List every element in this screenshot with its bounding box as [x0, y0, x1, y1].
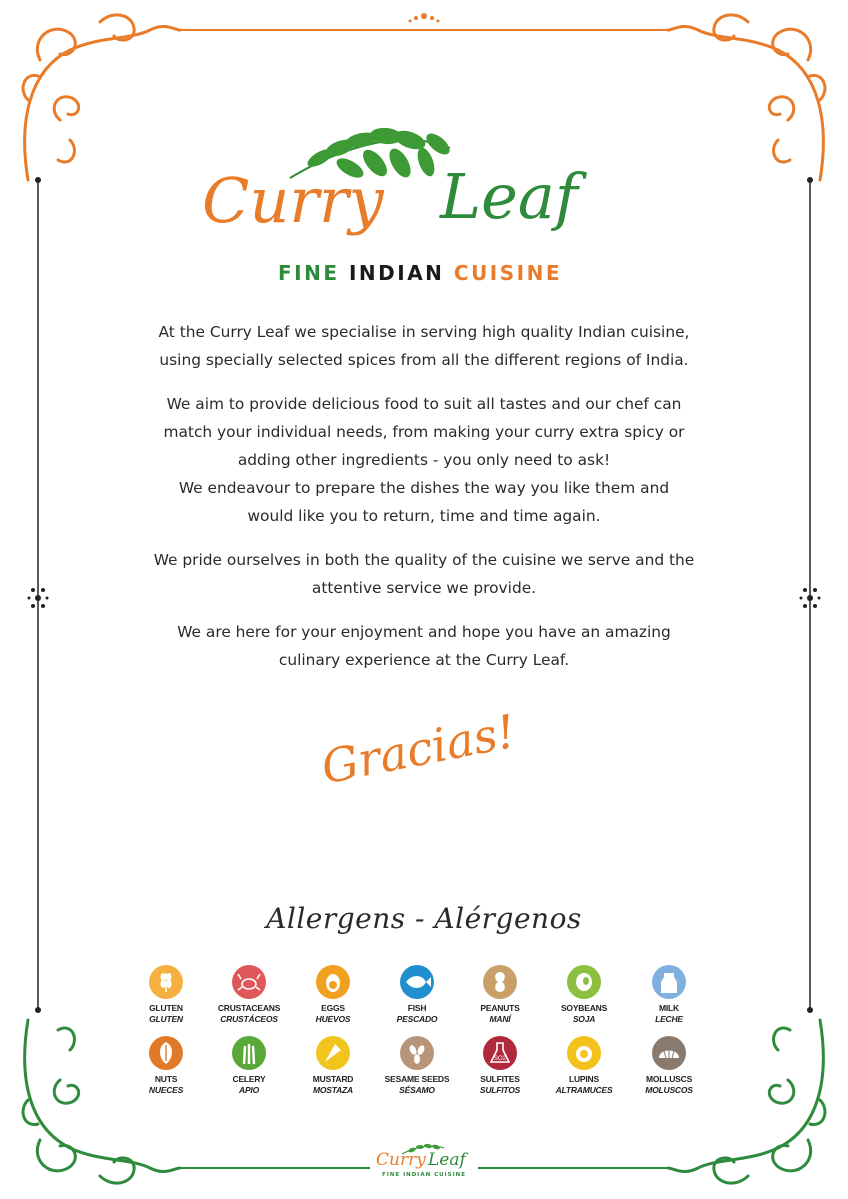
allergen-item — [375, 1036, 459, 1096]
allergen-name-es: SÉSAMO — [399, 1085, 435, 1095]
intro-paragraph-3: We pride ourselves in both the quality of the cuisine we serve and the attentive service we provide. — [153, 551, 695, 597]
allergen-name-es: PESCADO — [396, 1014, 438, 1024]
intro-paragraph-4: We are here for your enjoyment and hope you have an amazing culinary experience at the Curry Leaf. — [177, 623, 671, 669]
fish-icon — [400, 965, 434, 999]
allergen-item — [207, 1036, 291, 1096]
top-center-ornament — [409, 13, 440, 23]
celery-icon — [232, 1036, 266, 1070]
shell-icon — [652, 1036, 686, 1070]
allergen-name-en: EGGS — [321, 1003, 345, 1013]
allergen-item — [627, 965, 711, 1025]
lupin-icon — [567, 1036, 601, 1070]
soybean-icon — [567, 965, 601, 999]
footer-word-curry: Curry — [376, 1150, 426, 1170]
top-left-swirl — [23, 15, 180, 180]
allergen-name-en: CELERY — [232, 1074, 266, 1084]
allergen-name-es: SOJA — [572, 1014, 596, 1024]
logo-tagline: FINE INDIAN CUISINE — [277, 261, 562, 285]
wheat-icon — [149, 965, 183, 999]
allergen-name-es: MOLUSCOS — [645, 1085, 693, 1095]
allergen-item — [375, 965, 459, 1025]
footer-word-leaf: Leaf — [428, 1150, 466, 1170]
mustard-icon — [316, 1036, 350, 1070]
allergen-name-es: NUECES — [148, 1085, 184, 1095]
allergen-name-en: GLUTEN — [149, 1003, 183, 1013]
allergen-name-es: SULFITOS — [479, 1085, 521, 1095]
footer-logo — [372, 1142, 476, 1182]
allergen-name-en: SESAME SEEDS — [384, 1074, 450, 1084]
allergen-item — [207, 965, 291, 1025]
logo-word-curry: Curry — [202, 164, 384, 237]
allergen-name-en: FISH — [407, 1003, 427, 1013]
sesame-icon — [400, 1036, 434, 1070]
milk-icon — [652, 965, 686, 999]
egg-icon — [316, 965, 350, 999]
logo-word-leaf: Leaf — [440, 160, 578, 233]
allergen-name-en: MOLLUSCS — [645, 1074, 693, 1084]
gracias-heading: Gracias! — [317, 703, 520, 795]
nut-icon — [149, 1036, 183, 1070]
allergen-item — [627, 1036, 711, 1096]
allergen-name-es: GLUTEN — [149, 1014, 183, 1024]
allergen-name-es: ALTRAMUCES — [555, 1085, 613, 1095]
allergen-name-es: LECHE — [655, 1014, 683, 1024]
allergen-name-en: SOYBEANS — [560, 1003, 608, 1013]
allergen-item — [124, 965, 208, 1025]
svg-text:SO2: SO2 — [493, 1056, 507, 1062]
allergen-name-en: LUPINS — [569, 1074, 599, 1084]
allergen-name-es: MANÍ — [489, 1014, 511, 1024]
allergen-item — [291, 965, 375, 1025]
allergen-item — [291, 1036, 375, 1096]
allergen-name-es: CRUSTÁCEOS — [220, 1014, 278, 1024]
allergen-name-en: NUTS — [154, 1074, 178, 1084]
allergen-name-en: SULFITES — [480, 1074, 520, 1084]
allergen-item — [458, 1036, 542, 1096]
allergen-name-es: HUEVOS — [315, 1014, 351, 1024]
allergen-name-en: MILK — [659, 1003, 679, 1013]
intro-paragraph-2: We aim to provide delicious food to suit all tastes and our chef can match your individual needs, from making your curry extra spicy or adding other ingredients - you only need to ask! We endeavour to prepare the dishes the way you like them and would like you to return, time and time again. — [163, 395, 685, 525]
allergen-item — [458, 965, 542, 1025]
curry-leaf-logo — [190, 118, 650, 288]
allergens-title: Allergens - Alérgenos — [266, 902, 582, 935]
allergen-name-es: MOSTAZA — [313, 1085, 353, 1095]
intro-text — [120, 318, 728, 690]
allergen-item — [542, 965, 626, 1025]
allergen-item — [542, 1036, 626, 1096]
allergen-name-es: APIO — [239, 1085, 259, 1095]
intro-paragraph-1: At the Curry Leaf we specialise in serving high quality Indian cuisine, using specially selected spices from all the different regions of India. — [158, 323, 690, 369]
peanut-icon — [483, 965, 517, 999]
allergen-name-en: MUSTARD — [312, 1074, 354, 1084]
crab-icon — [232, 965, 266, 999]
allergen-name-en: PEANUTS — [480, 1003, 520, 1013]
allergen-item — [124, 1036, 208, 1096]
footer-tagline: FINE INDIAN CUISINE — [381, 1172, 467, 1178]
sulfite-flask-icon — [483, 1036, 517, 1070]
top-right-swirl — [668, 15, 825, 180]
allergen-name-en: CRUSTACEANS — [217, 1003, 281, 1013]
